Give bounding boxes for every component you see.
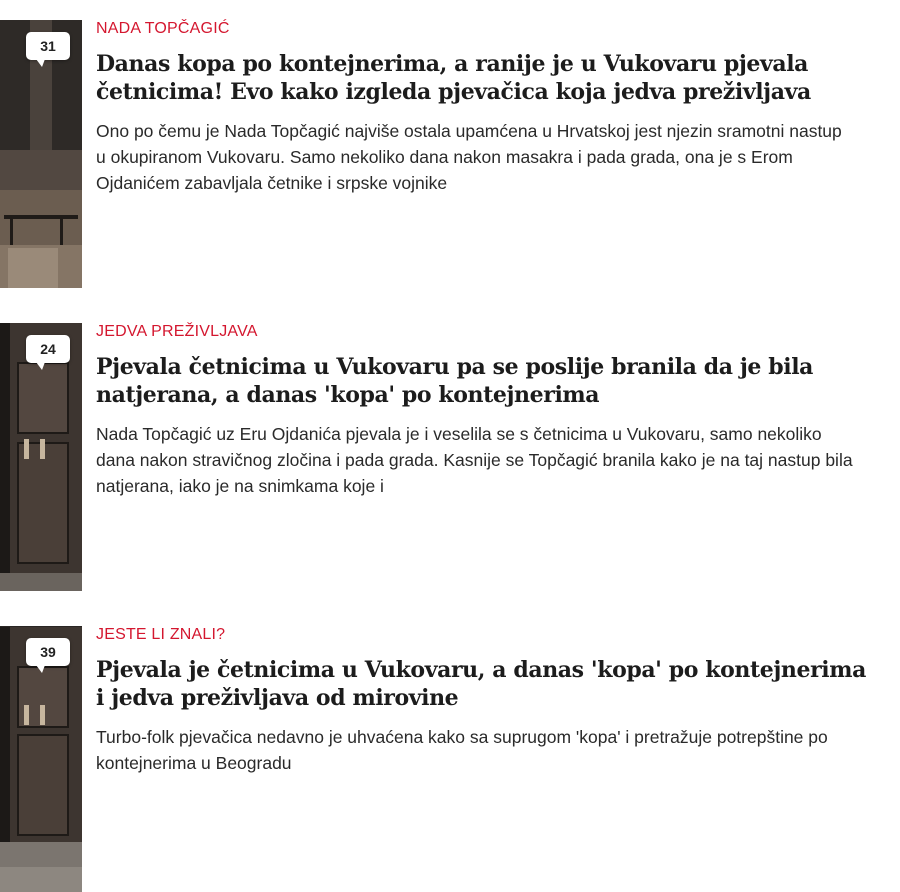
article-title[interactable]: Pjevala je četnicima u Vukovaru, a danas 'kopa' po kontejnerima i jedva preživljava od mirovine [96,657,867,711]
article-kicker[interactable]: NADA TOPČAGIĆ [96,20,230,37]
article-kicker[interactable]: JESTE LI ZNALI? [96,626,226,643]
comment-count-badge[interactable]: 24 [26,335,70,363]
article-title[interactable]: Danas kopa po kontejnerima, a ranije je u Vukovaru pjevala četnicima! Evo kako izgleda pjevačica koja jedva preživljava [96,51,811,105]
article-kicker[interactable]: JEDVA PREŽIVLJAVA [96,323,258,340]
article-lead: Nada Topčagić uz Eru Ojdanića pjevala je i veselila se s četnicima u Vukovaru, samo nekoliko dana nakon stravičnog zločina i pada grada. Kasnije se Topčagić branila kako je na taj nastup bila natjerana, iako je na snimkama koje i [96,424,853,496]
comment-count-badge[interactable]: 31 [26,32,70,60]
article-lead: Ono po čemu je Nada Topčagić najviše ostala upamćena u Hrvatskoj jest njezin sramotni nastup u okupiranom Vukovaru. Samo nekoliko dana nakon masakra i pada grada, ona je s Erom Ojdanićem zabavljala četnike i srpske vojnike [96,121,842,193]
article-lead: Turbo-folk pjevačica nedavno je uhvaćena kako sa suprugom 'kopa' i pretražuje potrepštine po kontejnerima u Beogradu [96,727,828,773]
comment-count-badge[interactable]: 39 [26,638,70,666]
article-title[interactable]: Pjevala četnicima u Vukovaru pa se poslije branila da je bila natjerana, a danas 'kopa' po kontejnerima [96,354,814,408]
